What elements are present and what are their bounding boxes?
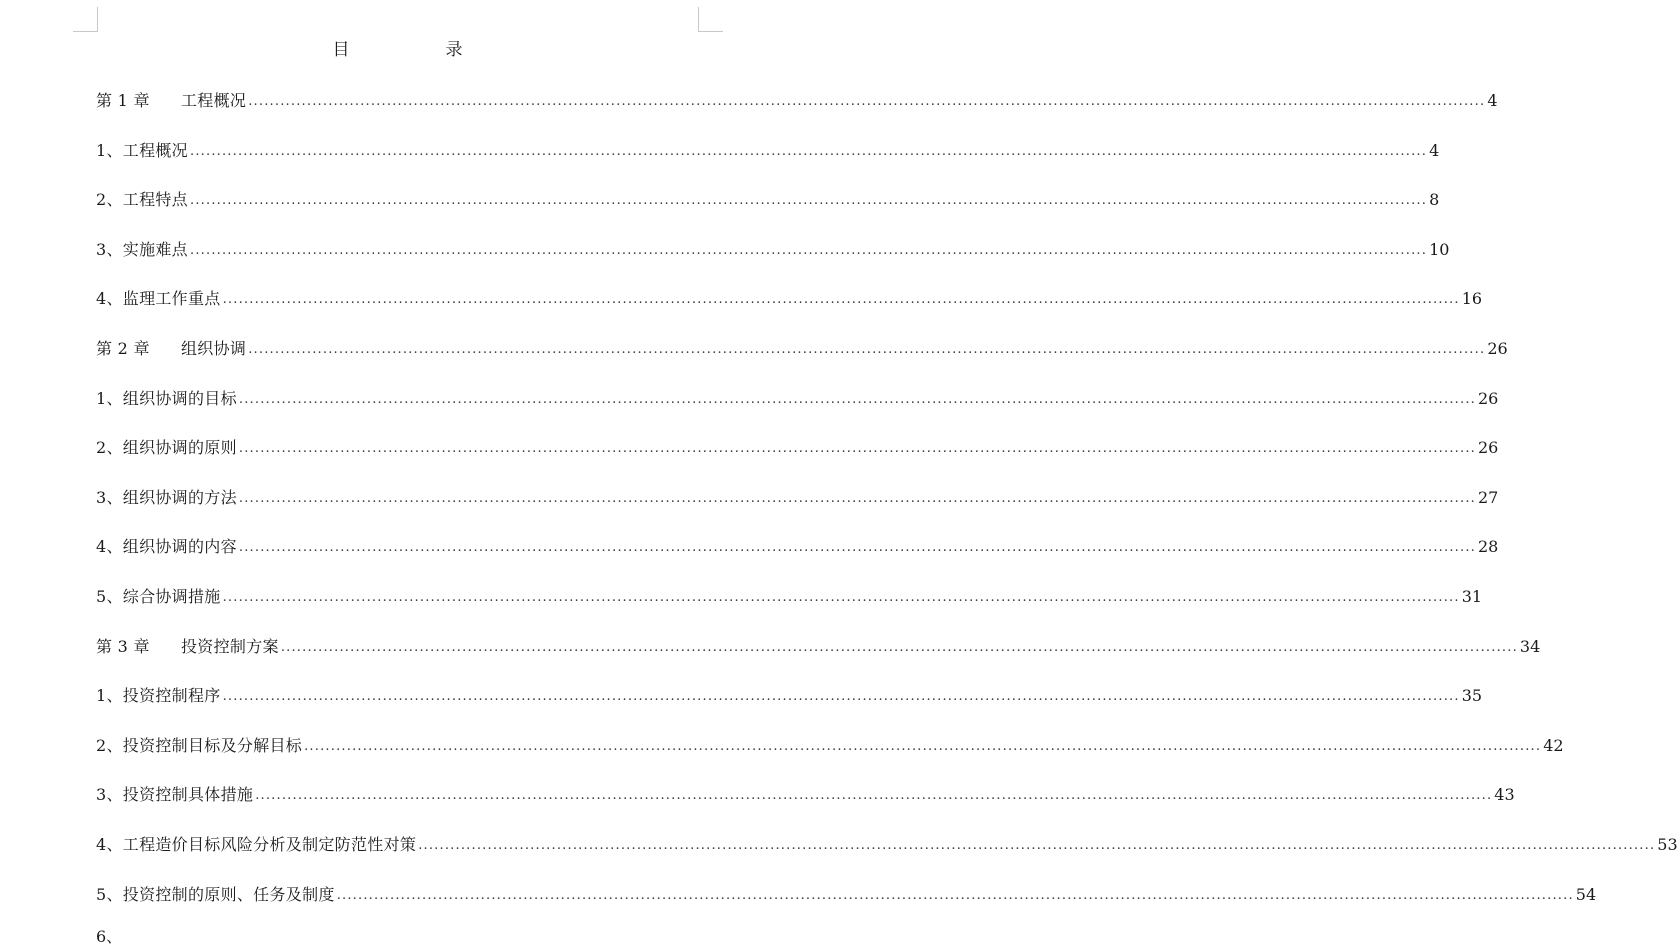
toc-page-number: 27 [1478,487,1499,507]
toc-section-entry[interactable] [96,433,1499,483]
toc-page-number: 26 [1478,438,1499,458]
toc-entry-text: 2、投资控制目标及分解目标 [96,735,303,755]
toc-entry-text: 2、组织协调的原则 [96,438,237,458]
toc-entry-text: 1、工程概况 [96,140,188,160]
toc-section-entry[interactable] [96,136,1440,186]
toc-entry-label [96,284,221,314]
toc-entry-label [96,334,246,364]
toc-entry-text: 5、投资控制的原则、任务及制度 [96,884,335,904]
toc-dot-leader [337,879,1574,911]
toc-section-entry[interactable] [96,780,1515,830]
toc-entry-label [96,880,335,910]
toc-entry-text: 3、组织协调的方法 [96,487,237,507]
toc-title [0,38,795,62]
toc-entry-text: 组织协调 [181,338,247,358]
toc-chapter-number: 第 3 章 [96,636,150,656]
toc-chapter-entry[interactable] [96,334,1508,384]
toc-dot-leader [190,135,1427,167]
toc-entry-text: 2、工程特点 [96,190,188,210]
toc-dot-leader [223,283,1460,315]
toc-page-number: 4 [1487,91,1498,110]
toc-entry-text: 3、投资控制具体措施 [96,785,254,805]
toc-page-number: 53 [1657,834,1678,854]
toc-dot-leader [255,779,1492,811]
toc-entry-text: 工程概况 [181,91,247,110]
toc-entry-label [96,433,237,463]
crop-mark-top-left [73,7,98,32]
toc-entry-label [96,731,302,761]
toc-entry-label [96,86,246,116]
toc-entry-label [96,483,237,513]
toc-entry-text: 5、综合协调措施 [96,586,221,606]
toc-section-entry[interactable] [96,532,1499,582]
toc-entry-partial: 6、 [96,927,123,946]
toc-chapter-number: 第 2 章 [96,338,150,358]
toc-page-number: 8 [1429,190,1440,210]
toc-entry-label [96,384,237,414]
toc-chapter-entry[interactable] [96,632,1541,682]
toc-section-entry[interactable] [96,830,1678,880]
toc-entry-text: 4、工程造价目标风险分析及制定防范性对策 [96,834,417,854]
toc-entry-label [96,235,188,265]
toc-entry-label [96,632,279,662]
toc-entry-label [96,185,188,215]
toc-section-entry[interactable] [96,483,1499,533]
toc-entry-label [96,582,221,612]
toc-title-char-1: 目 [332,40,350,60]
toc-section-entry[interactable] [96,235,1450,285]
table-of-contents [96,86,1678,929]
toc-dot-leader [239,482,1476,514]
toc-dot-leader [239,383,1476,415]
toc-entry-label [96,681,221,711]
toc-title-char-2: 录 [445,40,463,60]
toc-dot-leader [248,85,1485,117]
toc-dot-leader [223,581,1460,613]
toc-page-number: 34 [1519,636,1541,656]
toc-dot-leader [223,680,1460,712]
toc-entry-text: 1、投资控制程序 [96,686,221,706]
toc-entry-text: 投资控制方案 [181,636,279,656]
toc-page-number: 43 [1494,785,1515,805]
toc-entry-text: 3、实施难点 [96,239,188,259]
toc-chapter-number: 第 1 章 [96,91,150,110]
toc-section-entry[interactable] [96,681,1483,731]
toc-page-number: 42 [1543,735,1564,755]
toc-page-number: 26 [1478,388,1499,408]
toc-entry-label [96,136,188,166]
toc-page-number: 26 [1487,338,1508,358]
toc-section-entry[interactable] [96,185,1440,235]
toc-chapter-entry[interactable] [96,86,1498,136]
toc-page-number: 10 [1429,239,1450,259]
toc-dot-leader [239,432,1476,464]
toc-section-entry[interactable] [96,582,1483,632]
toc-dot-leader [190,234,1427,266]
toc-dot-leader [239,531,1476,563]
toc-entry-text: 1、组织协调的目标 [96,388,237,408]
toc-entry-text: 4、监理工作重点 [96,289,221,309]
toc-entry-label [96,780,253,810]
toc-entry-text: 4、组织协调的内容 [96,537,237,557]
toc-entry-label [96,532,237,562]
toc-page-number: 31 [1461,586,1483,606]
toc-page-number: 28 [1478,537,1499,557]
toc-page-number: 35 [1461,686,1483,706]
crop-mark-top-right [698,7,723,32]
toc-section-entry[interactable] [96,731,1564,781]
toc-section-entry[interactable] [96,384,1499,434]
toc-entry-label [96,830,416,860]
toc-page-number: 16 [1461,289,1483,309]
toc-dot-leader [190,184,1427,216]
toc-dot-leader [418,829,1655,861]
toc-dot-leader [304,730,1541,762]
toc-section-entry[interactable] [96,284,1483,334]
toc-dot-leader [248,333,1485,365]
toc-page-number: 4 [1429,140,1440,160]
toc-section-entry[interactable] [96,880,1597,930]
toc-dot-leader [281,631,1518,663]
toc-page-number: 54 [1575,884,1597,904]
